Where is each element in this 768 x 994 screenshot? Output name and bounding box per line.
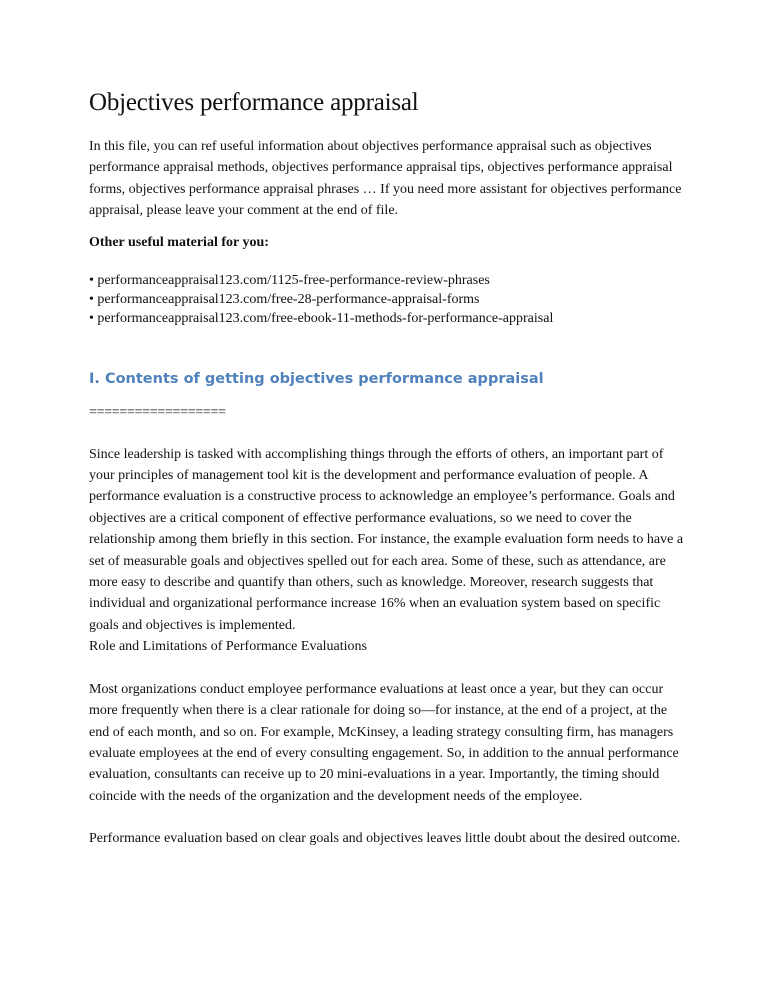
subsection-title: Role and Limitations of Performance Evaluations — [89, 639, 367, 655]
section-heading: I. Contents of getting objectives performance appraisal — [89, 370, 544, 387]
body-paragraph: Most organizations conduct employee performance evaluations at least once a year, but they can occur more frequently when there is a clear rationale for doing so—for instance, at the end of a project, at the end of each month, and so on. For example, McKinsey, a leading strategy consulting firm, has managers evaluate employees at the end of every consulting engagement. So, in addition to the annual performance evaluation, consultants can receive up to 20 mini-evaluations in a year. Importantly, the timing should coincide with the needs of the organization and the development needs of the employee. — [89, 681, 679, 804]
other-material-heading: Other useful material for you: — [89, 234, 269, 250]
body-paragraph: Performance evaluation based on clear goals and objectives leaves little doubt about the desired outcome. — [89, 831, 681, 847]
useful-link[interactable]: • performanceappraisal123.com/free-28-performance-appraisal-forms — [89, 290, 690, 309]
text-divider: ================== — [89, 404, 226, 420]
useful-links-list — [89, 271, 690, 328]
body-paragraph: Since leadership is tasked with accomplishing things through the efforts of others, an important part of your principles of management tool kit is the development and performance evaluation of people. A performance evaluation is a constructive process to acknowledge an employee’s performance. Goals and objectives are a critical component of effective performance evaluations, so we need to cover the relationship among them briefly in this section. For instance, the example evaluation form needs to have a set of measurable goals and objectives spelled out for each area. Some of these, such as attendance, are more easy to describe and quantify than others, such as knowledge. Moreover, research suggests that individual and organizational performance increase 16% when an evaluation system based on specific goals and objectives is implemented. — [89, 446, 684, 633]
body-block-1 — [89, 444, 690, 658]
useful-link[interactable]: • performanceappraisal123.com/1125-free-performance-review-phrases — [89, 271, 690, 290]
intro-paragraph: In this file, you can ref useful information about objectives performance appraisal such as objectives performance appraisal methods, objectives performance appraisal tips, objectives performance appraisal forms, objectives performance appraisal phrases … If you need more assistant for objectives performance appraisal, please leave your comment at the end of file. — [89, 139, 682, 219]
document-title: Objectives performance appraisal — [89, 89, 419, 116]
useful-link[interactable]: • performanceappraisal123.com/free-ebook-11-methods-for-performance-appraisal — [89, 309, 690, 328]
